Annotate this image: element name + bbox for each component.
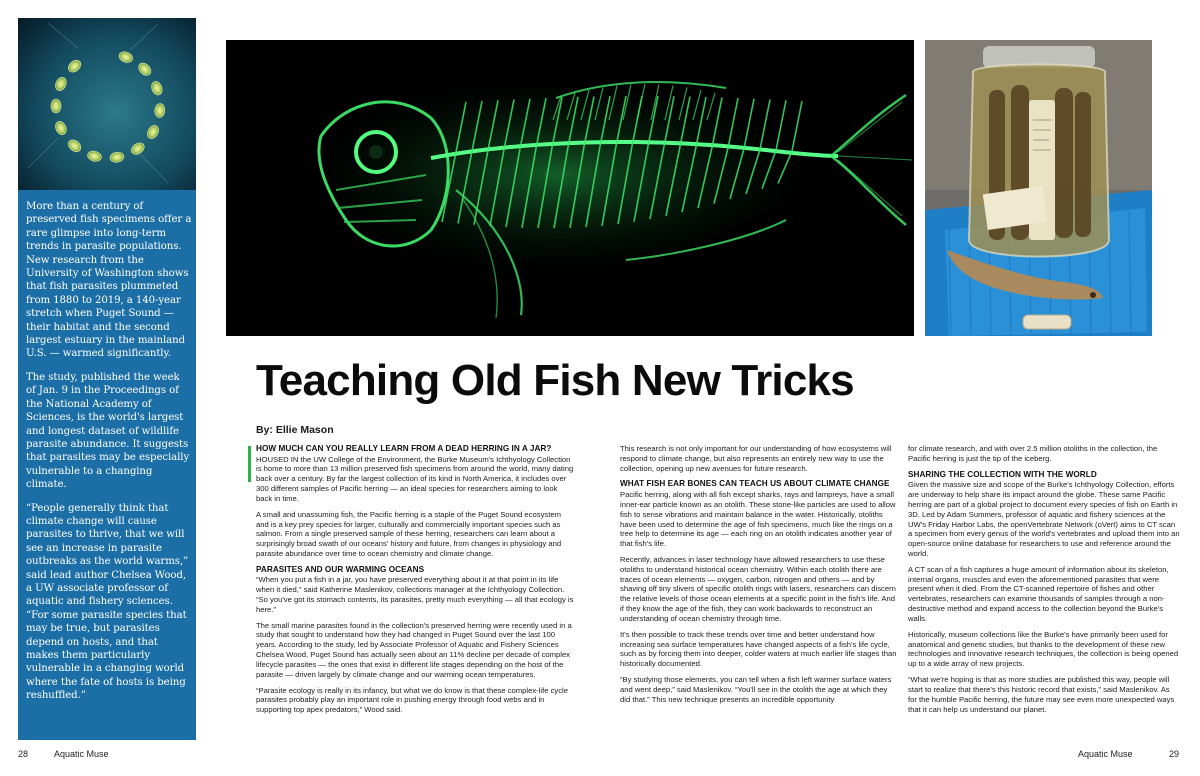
paragraph: This research is not only important for our understanding of how ecosystems will respond to climate change, but also represents an entirely new way to use the collection, opening up new avenues for future research. [620,444,892,473]
paragraph: HOUSED IN the UW College of the Environment, the Burke Museum's Ichthyology Collection is home to more than 13 million preserved fish specimens from around the world, many dating back over a century. By far the largest collection of its kind in North America, it includes over 300 different samples of Pacific herring — an ideal species for researchers aiming to look back in time. [256,454,574,503]
sidebar-panel [18,18,196,740]
section-heading: SHARING THE COLLECTION WITH THE WORLD [908,469,1097,479]
paragraph: Historically, museum collections like the Burke's have primarily been used for anatomical and genetic studies, but thanks to the development of these new technologies and innovative research techniques, the collection is being opened up to a wide array of new projects. [908,629,1179,669]
paragraph: Recently, advances in laser technology have allowed researchers to use these otoliths to understand historical ocean chemistry. Within each otolith there are traces of ocean elements — oxygen, carbon, nitrogen and others — and by shaving off tiny slivers of specific otolith rings with lasers, researchers can discern the relative levels of those ocean elements at a specific point in the fish's life. And if they know the age of the fish, they can work backwards to reconstruct an understanding of ocean chemistry through time. [620,554,896,623]
paragraph: “By studying those elements, you can tell when a fish left warmer surface waters and went deep,” said Maslenikov. “You'll see in the otolith the age at which they did that.” This new technique presents an incredible opportunity [620,675,892,704]
fish-skeleton-illustration [226,40,914,336]
plankton-illustration [18,18,196,190]
sidebar-text [26,200,192,713]
sidebar-paragraph: More than a century of preserved fish specimens offer a rare glimpse into long-term trends in parasite populations. New research from the University of Washington shows that fish parasites plummeted from 1880 to 2019, a 140-year stretch when Puget Sound — their habitat and the second largest estuary in the mainland U.S. — warmed significantly. [26,201,192,360]
accent-bar [248,446,251,482]
fish-xray-photo [226,40,914,336]
paragraph: for climate research, and with over 2.5 million otoliths in the collection, the Pacific herring is just the tip of the iceberg. [908,444,1158,463]
paragraph: A small and unassuming fish, the Pacific herring is a staple of the Puget Sound ecosystem and is a key prey species for larger, culturally and commercially important species such as salmon. From a single preserved sample of these herring, researchers can learn about a surprisingly broad swath of our oceans' history and future, from changes in physiology and parasite abundance over time to ocean chemistry and climate change. [256,509,562,558]
paragraph: “What we're hoping is that as more studies are published this way, people will start to realize that there's this historic record that exists,” said Maslenikov. As for the humble Pacific herring, the future may see even more unexpected ways that it can help us understand our planet. [908,675,1175,714]
paragraph: Given the massive size and scope of the Burke's Ichthyology Collection, efforts are underway to help share its impact around the globe. These same Pacific herring are part of a global project to document every species of fish on Earth in 3D. Led by Adam Summers, professor of aquatic and fishery sciences at the UW's Friday Harbor Labs, the openVertebrate Network (oVert) aims to CT scan a specimen from every genus of the world's vertebrates and upload them into an open-source online database for researchers to use and reference around the world. [908,480,1180,558]
paragraph: It's then possible to track these trends over time and better understand how increasing sea surface temperatures have changed aspects of a fish's life cycle, such as by forcing them into deeper, colder waters at much earlier life stages than historically documented. [620,629,897,669]
plankton-cell [51,99,61,113]
paragraph: Pacific herring, along with all fish except sharks, rays and lampreys, have a small inner-ear particle known as an otolith. These stone-like particles are used to allow fish to sense vibrations and maintain balance in the water. Historically, otoliths have been used to determine the age of fish specimens, much like the rings on a tree help to determine its age — each ring on an otolith indicates another year of that fish's life. [620,490,896,549]
article-title: Teaching Old Fish New Tricks [256,356,854,405]
article-column-1 [256,444,574,721]
section-heading: WHAT FISH EAR BONES CAN TEACH US ABOUT CLIMATE CHANGE [620,479,890,489]
paragraph: A CT scan of a fish captures a huge amount of information about its skeleton, internal organs, muscles and even the aforementioned parasites that were present when it died. From the CT-scanned repertoire of fishes and other vertebrates, researchers can examine thousands of samples through a non-destructive method and expand access to the collection beyond the Burke's walls. [908,564,1169,623]
jar-illustration [925,40,1152,336]
sidebar-paragraph: The study, published the week of Jan. 9 in the Proceedings of the National Academy of Sciences, is the world's largest and longest dataset of wildlife parasite abundance. It suggests that parasites may be especially vulnerable to a changing climate. [26,371,190,491]
paragraph: The small marine parasites found in the collection's preserved herring were recently used in a study that sought to understand how they had changed in Puget Sound over the last 100 years. According to the study, led by Associate Professor of Aquatic and Fishery Sciences Chelsea Wood, Puget Sound has actually seen about an 11% decline per decade of complex lifecycle parasites — the ones that exist in different life stages depending on the host of the parasite — driven largely by climate change and our warming ocean temperatures. [256,620,572,679]
section-heading: PARASITES AND OUR WARMING OCEANS [256,564,425,574]
paragraph: “When you put a fish in a jar, you have preserved everything about it at that point in its life when it died,” said Katherine Maslenikov, collections manager at the Ichthyology Collection. “So you've got its stomach contents, its parasites, pretty much everything — all that ecology is here.” [256,575,574,614]
herring-jar-photo [925,40,1152,336]
article-column-3 [908,444,1180,720]
sidebar-paragraph: “People generally think that climate change will cause parasites to thrive, that we will see an increase in parasite outbreaks as the world warms,” said lead author Chelsea Wood, a UW associate professor of aquatic and fishery sciences. “For some parasite species that may be true, but parasites depend on hosts, and that makes them particularly vulnerable in a changing world where the fate of hosts is being reshuffled.” [26,502,189,702]
magazine-name-right: Aquatic Muse [1078,749,1133,759]
paragraph: “Parasite ecology is really in its infancy, but what we do know is that these complex-life cycle parasites probably play an important role in pushing energy through food webs and in supporting top apex predators,” Wood said. [256,685,568,715]
page-number-right: 29 [1169,749,1180,759]
plankton-photo [18,18,196,190]
byline: By: Ellie Mason [256,424,334,436]
article-column-2 [620,444,898,711]
page-number-left: 28 [18,749,29,759]
section-heading: HOW MUCH CAN YOU REALLY LEARN FROM A DEAD HERRING IN A JAR? [256,444,552,453]
magazine-name-left: Aquatic Muse [54,749,109,759]
